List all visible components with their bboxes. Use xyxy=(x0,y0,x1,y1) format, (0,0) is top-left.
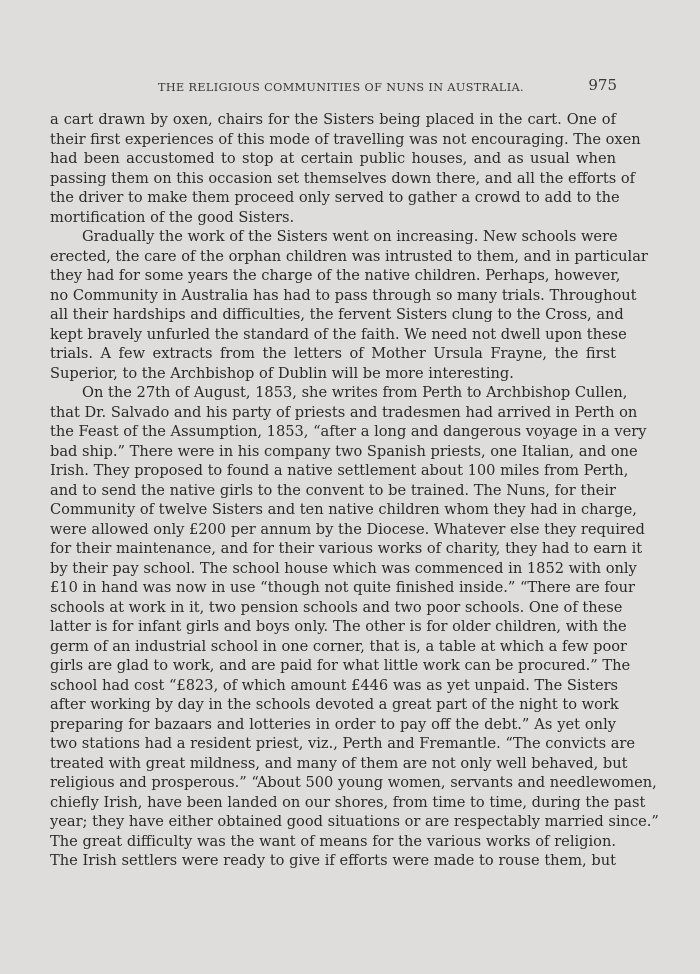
text-line: all their hardships and difficulties, the fervent Sisters clung to the Cross, and xyxy=(50,306,624,323)
text-line: school had cost “£823, of which amount £446 was as yet unpaid. The Sisters xyxy=(50,676,619,694)
text-line: treated with great mildness, and many of them are not only well behaved, but xyxy=(50,754,628,772)
text-line: year; they have either obtained good situations or are respectably married since.” xyxy=(50,813,659,830)
text-line: chiefly Irish, have been landed on our shores, from time to time, during the past xyxy=(50,793,646,811)
running-title: THE RELIGIOUS COMMUNITIES OF NUNS IN AUSTRALIA. xyxy=(158,81,525,94)
text-line: bad ship.” There were in his company two Spanish priests, one Italian, and one xyxy=(50,442,638,460)
text-line: a cart drawn by oxen, chairs for the Sisters being placed in the cart. One of xyxy=(50,111,616,128)
text-line: for their maintenance, and for their various works of charity, they had to earn it xyxy=(50,540,643,557)
text-line: latter is for infant girls and boys only. The other is for older children, with the xyxy=(50,618,627,635)
paragraph xyxy=(50,110,641,227)
text-line: after working by day in the schools devoted a great part of the night to work xyxy=(50,696,619,713)
text-line: two stations had a resident priest, viz., Perth and Fremantle. “The convicts are xyxy=(50,735,636,752)
text-line: trials. A few extracts from the letters of Mother Ursula Frayne, the first xyxy=(50,345,616,362)
text-line: that Dr. Salvado and his party of priests and tradesmen had arrived in Perth on xyxy=(50,403,638,421)
running-head xyxy=(158,76,617,96)
text-line: had been accustomed to stop at certain public houses, and as usual when xyxy=(50,150,616,167)
text-line: £10 in hand was now in use “though not quite finished inside.” “There are four xyxy=(50,579,635,596)
body-text xyxy=(50,110,659,871)
text-line: kept bravely unfurled the standard of the faith. We need not dwell upon these xyxy=(50,325,627,343)
text-line: erected, the care of the orphan children was intrusted to them, and in particular xyxy=(50,247,648,265)
text-line: the Feast of the Assumption, 1853, “after a long and dangerous voyage in a very xyxy=(50,423,647,440)
text-line: germ of an industrial school in one corner, that is, a table at which a few poor xyxy=(50,637,628,655)
text-line: Gradually the work of the Sisters went on increasing. New schools were xyxy=(82,228,618,245)
text-line: Community of twelve Sisters and ten native children whom they had in charge, xyxy=(50,501,637,518)
page-number: 975 xyxy=(588,76,617,94)
text-line: mortification of the good Sisters. xyxy=(50,208,295,226)
text-line: no Community in Australia has had to pass through so many trials. Throughout xyxy=(50,286,637,304)
text-line: The Irish settlers were ready to give if efforts were made to rouse them, but xyxy=(50,852,616,869)
text-line: and to send the native girls to the convent to be trained. The Nuns, for their xyxy=(50,481,616,499)
text-line: On the 27th of August, 1853, she writes from Perth to Archbishop Cullen, xyxy=(82,384,628,401)
text-line: religious and prosperous.” “About 500 young women, servants and needlewomen, xyxy=(50,774,657,791)
text-line: by their pay school. The school house which was commenced in 1852 with only xyxy=(50,559,637,577)
paragraph xyxy=(50,227,648,383)
text-line: their first experiences of this mode of travelling was not encouraging. The oxen xyxy=(50,130,641,148)
text-line: girls are glad to work, and are paid for what little work can be procured.” The xyxy=(50,657,631,674)
text-line: Superior, to the Archbishop of Dublin will be more interesting. xyxy=(50,364,514,382)
text-line: preparing for bazaars and lotteries in order to pay off the debt.” As yet only xyxy=(50,715,616,733)
text-line: they had for some years the charge of the native children. Perhaps, however, xyxy=(50,267,621,284)
text-line: schools at work in it, two pension schools and two poor schools. One of these xyxy=(50,598,623,616)
text-line: the driver to make them proceed only served to gather a crowd to add to the xyxy=(50,189,620,206)
text-line: passing them on this occasion set themselves down there, and all the efforts of xyxy=(50,169,636,187)
text-line: were allowed only £200 per annum by the Diocese. Whatever else they required xyxy=(50,520,645,538)
paragraph xyxy=(50,383,659,871)
text-line: The great difficulty was the want of means for the various works of religion. xyxy=(50,832,616,850)
text-line: Irish. They proposed to found a native settlement about 100 miles from Perth, xyxy=(50,462,629,479)
